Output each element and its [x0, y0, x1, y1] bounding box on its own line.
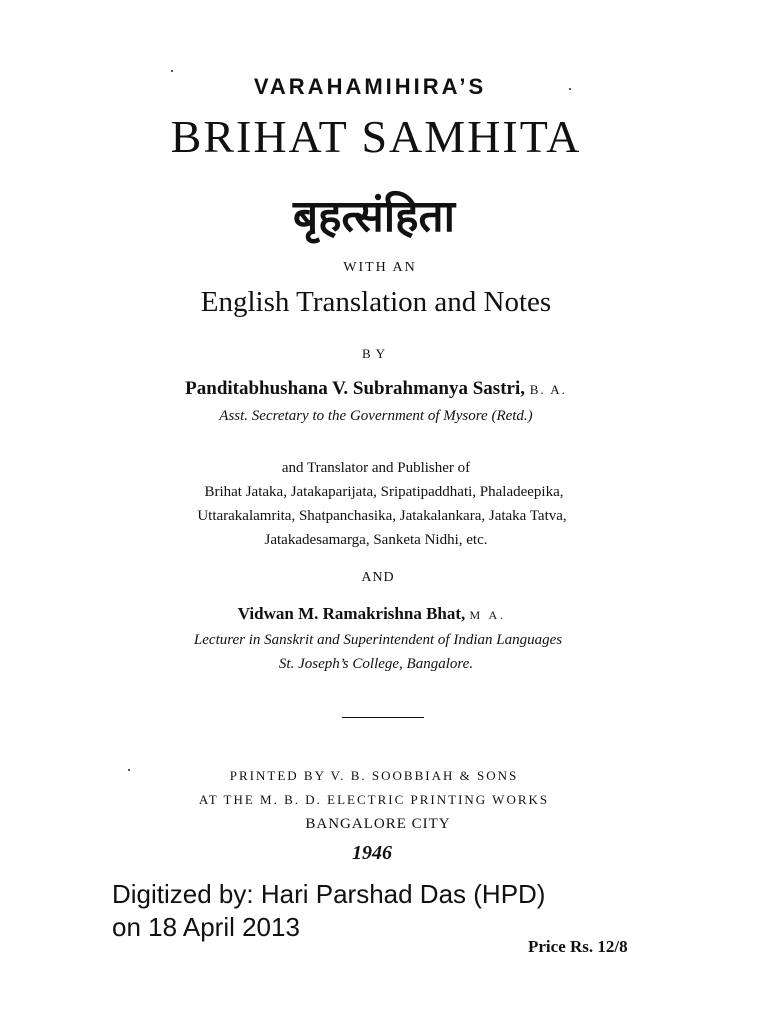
with-an-text: WITH AN — [343, 260, 417, 275]
city-line: BANGALORE CITY — [305, 816, 451, 832]
publication-year: 1946 — [352, 842, 392, 864]
translator-line: Jatakadesamarga, Sanketa Nidhi, etc. — [264, 532, 488, 548]
translator-line: Uttarakalamrita, Shatpanchasika, Jatakalankara, Jataka Tatva, — [197, 508, 567, 524]
devanagari-title: बृहत्संहिता — [292, 191, 456, 242]
author2-degree: M A. — [469, 608, 507, 622]
author1-degree: B. A. — [529, 382, 567, 397]
book-title: BRIHAT SAMHITA — [170, 111, 582, 162]
translator-line: Brihat Jataka, Jatakaparijata, Sripatipaddhati, Phaladeepika, — [204, 484, 564, 500]
and-text: AND — [361, 570, 395, 585]
author1-line — [0, 378, 760, 400]
subtitle: English Translation and Notes — [200, 286, 552, 318]
translator-line: and Translator and Publisher of — [281, 460, 471, 476]
author2-line — [0, 604, 756, 624]
digitized-date: on 18 April 2013 — [112, 912, 300, 942]
divider-rule — [342, 717, 424, 718]
scan-speck — [171, 70, 173, 72]
author2-college: St. Joseph’s College, Bangalore. — [278, 656, 474, 672]
author2-name: Vidwan M. Ramakrishna Bhat, — [237, 604, 466, 623]
digitized-by: Digitized by: Hari Parshad Das (HPD) — [112, 879, 546, 909]
author1-role: Asst. Secretary to the Government of Mysore (Retd.) — [219, 408, 533, 424]
author1-name: Panditabhushana V. Subrahmanya Sastri, — [185, 378, 525, 399]
author2-role: Lecturer in Sanskrit and Superintendent of Indian Languages — [193, 632, 563, 648]
price: Price Rs. 12/8 — [528, 937, 628, 956]
by-text: BY — [361, 346, 391, 361]
digitization-note — [112, 878, 545, 944]
printer-line: PRINTED BY V. B. SOOBBIAH & SONS — [229, 768, 519, 783]
pre-title: VARAHAMIHIRA’S — [253, 74, 487, 99]
works-line: AT THE M. B. D. ELECTRIC PRINTING WORKS — [198, 792, 550, 807]
